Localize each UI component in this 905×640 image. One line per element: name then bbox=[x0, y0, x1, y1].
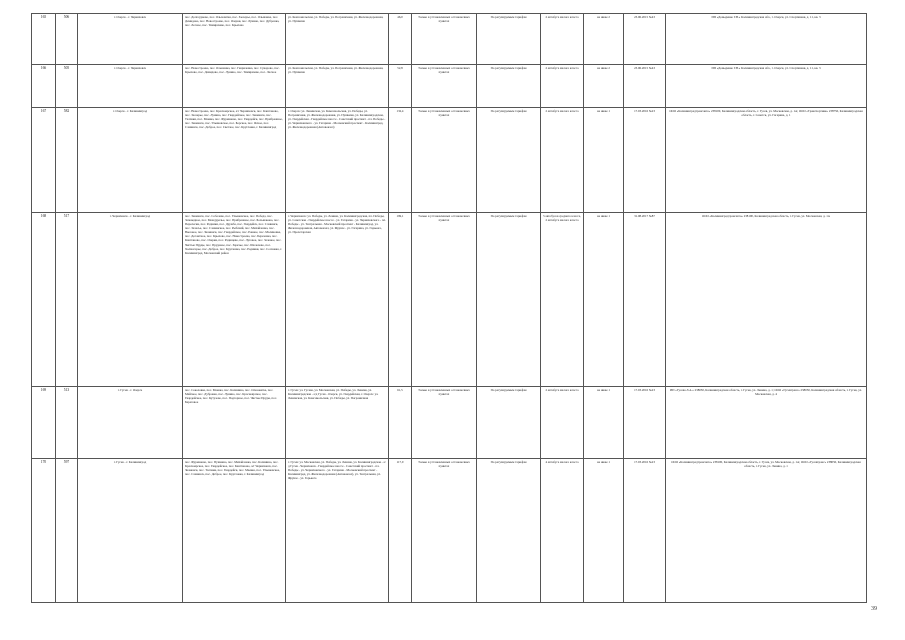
route-name: г. Гусев - г. Озерск bbox=[78, 387, 183, 459]
stopping-order: Только в установленных остановочных пунктах bbox=[412, 213, 477, 387]
route-length: 117,0 bbox=[389, 459, 412, 603]
route-length: 132,4 bbox=[389, 108, 412, 213]
vehicle-class: 4 автобуса малого класса bbox=[541, 459, 584, 603]
intermediate-stops: пос. Долгоруково, пос. Ольховатка, пос. Заозерье, пос. Ольшанка, пос. Демидово, пос. Новостроево, пос. Озерки, пос. Лунино, пос. Дубровка, пос. Лесное, пос. Тимирязево, пос. Крылово bbox=[183, 14, 286, 65]
intermediate-stops: пос. Новостроево, пос. Красноярское, а/г Черняховск, пос. Каштаново, пос. Заозерье, пос. Лунино, пос. Гвардейское, пос. Знаменск, пос. Талпаки, пос. Маевка, пос. Фурманово, пос. Гвардейск, пос. Прибрежное, пос. Знаменск, пос. Ульяновское, пос. Борское, пос. Ясное, пос. Славинск, пос. Доброе, пос. Светлое, пос. Кругловка, г. Калининград bbox=[183, 108, 286, 213]
route-streets: г. Гусев: ул. Московская, ул. Победы, ул. Ленина, ул. Калининградская - а/д Гусев - Черняховск - Гвардейское шоссе - Советский проспект - пл. Победы - ул. Черняховского - ул. Гагарина - Московский проспект - Калининград, ул. Железнодорожная (Автовокзал), ул. Театральная, ул. Фрунзе - ул. Горького bbox=[286, 459, 389, 603]
tariff-type: По регулируемым тарифам bbox=[477, 387, 541, 459]
route-length: 199,1 bbox=[389, 213, 412, 387]
route-name: г. Озерск - г. Черняховск bbox=[78, 65, 183, 108]
vehicle-class: 2 автобуса малого класса bbox=[541, 14, 584, 65]
stopping-order: Только в установленных остановочных пунктах bbox=[412, 14, 477, 65]
route-name: г. Черняховск - г. Калининград bbox=[78, 213, 183, 387]
route-streets: г. Озерск: ул. Ленинская, ул. Комсомольская, ул. Победы, ул. Пограничная, ул. Железнодорожная, ул. Пушкина, ул. Калининградская, ул. Гвардейская - Гвардейское шоссе - Советский проспект - пл. Победы - ул. Черняховского - ул. Гагарина - Московский проспект - Калининград, ул. Железнодорожная (Автовокзал) bbox=[286, 108, 389, 213]
stopping-order: Только в установленных остановочных пунктах bbox=[412, 65, 477, 108]
tariff-type: По регулируемым тарифам bbox=[477, 108, 541, 213]
carrier-info: ИП «Гусева Л.А.» 238050, Калининградская область, г. Гусев, ул. Ленина, д. 1; ООО «Гусевтранс» 238050, Калининградская область, г. Гусев, ул. Московская, д. 4 bbox=[666, 387, 867, 459]
start-date: 23.06.2015 №43 bbox=[624, 14, 666, 65]
start-date: 17.03.2016 №23 bbox=[624, 108, 666, 213]
registration-number: 506 bbox=[56, 14, 78, 65]
table-row bbox=[32, 459, 867, 603]
eco-class: не ниже 1 bbox=[584, 213, 624, 387]
registration-number: 505 bbox=[56, 65, 78, 108]
page-number: 39 bbox=[871, 606, 877, 612]
route-length: 52,8 bbox=[389, 65, 412, 108]
registration-number: 597 bbox=[56, 459, 78, 603]
vehicle-class: 2 автобуса малого класса bbox=[541, 387, 584, 459]
route-streets: г. Гусев: ул. Гусева, ул. Московская, ул. Победы, ул. Ленина, ул. Калининградская - а/д Гусев - Озерск, ул. Гвардейская, г. Озерск: ул. Ленинская, ул. Комсомольская, ул. Победы, ул. Пограничная bbox=[286, 387, 389, 459]
table-row bbox=[32, 108, 867, 213]
eco-class: не ниже 2 bbox=[584, 14, 624, 65]
carrier-info: ИП «Довыденко Г.В.» Калининградская обл., г. Озерск, ул. Спортивная, д. 11, кв. 3 bbox=[666, 65, 867, 108]
intermediate-stops: пос. Знаменск, пос. Соболево, пос. Ульяновское, пос. Победа, пос. Заповедное, пос. Междуречье, пос. Прибрежное, пос. Большаково, пос. Перелески, пос. Родники, пос. Дружба, пос. Гвардейск, пос. Славинск, пос. Залесье, пос. Славянское, пос. Рыбачий, пос. Михайловка, пос. Высокое, пос. Знаменск, пос. Гвардейское, пос. Ровное, пос. Малиновка, пос. Десантное, пос. Крылово, пос. Новостроево, пос. Березовка, пос. Каштаново, пос. Озерки, пос. Радищево, пос. Луговое, пос. Зеленое, пос. Чистые Пруды, пос. Прудовое, пос. Заречье, пос. Шолохово, пос. Холмогорье, пос. Доброе, пос. Кругловка, пос. Родники, пос. Сосновка, г. Калининград, Московский район bbox=[183, 213, 286, 387]
route-name: г. Озерск - г. Черняховск bbox=[78, 14, 183, 65]
route-streets: ул. Комсомольская, ул. Победы, ул. Пограничная, ул. Железнодорожная, ул. Пушкина bbox=[286, 65, 389, 108]
row-number: 169 bbox=[32, 387, 56, 459]
intermediate-stops: пос. Фурманово, пос. Пушкино, пос. Михайловка, пос. Калинино, пос. Красноярское, пос. Гвардейское, пос. Каштаново, а/г Черняховск, пос. Знаменск, пос. Талпаки, пос. Гвардейск, пос. Маевка, пос. Ульяновское, пос. Славинск, пос. Доброе, пос. Кругловка, г. Калининград bbox=[183, 459, 286, 603]
row-number: 166 bbox=[32, 65, 56, 108]
carrier-info: ИП «Довыденко Г.В.» Калининградская обл., г. Озерск, ул. Спортивная, д. 11, кв. 3 bbox=[666, 14, 867, 65]
start-date: 17.03.2016 №23 bbox=[624, 387, 666, 459]
route-name: г. Озерск - г. Калининград bbox=[78, 108, 183, 213]
table-row bbox=[32, 65, 867, 108]
carrier-info: ООО «Калининградтрансавто» 238100, Калининградская область, г. Гусев, ул. Московская, д. 1А; ООО «Гусевтранс» 238050, Калининградская область, г. Гусев, ул. Ленина, д. 1 bbox=[666, 459, 867, 603]
route-length: 46,0 bbox=[389, 14, 412, 65]
eco-class: не ниже 1 bbox=[584, 108, 624, 213]
carrier-info: ООО «Калининградтрансавто» 238100, Калининградская область, г. Гусев, ул. Московская, д. 1А bbox=[666, 213, 867, 387]
route-streets: г. Черняховск: ул. Победы, ул. Ленина, ул. Калининградская, пл. Победы, ул. Советская - Гвардейское шоссе - ул. Гагарина - ул. Черняховского - пл. Победы - ул. Театральная - Московский проспект - Калининград, ул. Железнодорожная, Автовокзал, ул. Фрунзе - ул. Гагарина, ул. Горького, ул. Пролетарская bbox=[286, 213, 389, 387]
vehicle-class: 2 автобуса малого класса bbox=[541, 65, 584, 108]
carrier-info: ООО «Калининградтрансавто» 238100, Калининградская область, г. Гусев, ул. Московская, д. 1А; ООО «Транспортник» 238750, Калининградская область, г. Советск, ул. Гагарина, д. 1 bbox=[666, 108, 867, 213]
tariff-type: По регулируемым тарифам bbox=[477, 459, 541, 603]
registration-number: 582 bbox=[56, 108, 78, 213]
intermediate-stops: пос. Новостроево, пос. Ольшанка, пос. Гавриловка, пос. Суворово, пос. Крылово, пос. Демидово, пос. Лунино, пос. Тимирязево, пос. Лесное bbox=[183, 65, 286, 108]
tariff-type: По регулируемым тарифам bbox=[477, 213, 541, 387]
start-date: 31.08.2017 №87 bbox=[624, 213, 666, 387]
eco-class: не ниже 2 bbox=[584, 65, 624, 108]
row-number: 170 bbox=[32, 459, 56, 603]
eco-class: не ниже 1 bbox=[584, 459, 624, 603]
start-date: 17.03.2016 №23 bbox=[624, 459, 666, 603]
route-name: г. Гусев - г. Калининград bbox=[78, 459, 183, 603]
table-row bbox=[32, 213, 867, 387]
registration-number: 517 bbox=[56, 213, 78, 387]
stopping-order: Только в установленных остановочных пунктах bbox=[412, 387, 477, 459]
vehicle-class: 5 автобусов среднего класса, 2 автобуса малого класса bbox=[541, 213, 584, 387]
routes-table bbox=[31, 13, 867, 603]
intermediate-stops: пос. Соколовка, пос. Маевка, пос. Калинино, пос. Ольховатка, пос. Майское, пос. Дубровка, пос. Лунино, пос. Красноярское, пос. Гвардейское, пос. Кутузово, пос. Подгорное, пос. Чистые Пруды, пос. Береговое bbox=[183, 387, 286, 459]
stopping-order: Только в установленных остановочных пунктах bbox=[412, 459, 477, 603]
eco-class: не ниже 1 bbox=[584, 387, 624, 459]
tariff-type: По регулируемым тарифам bbox=[477, 14, 541, 65]
start-date: 23.06.2015 №43 bbox=[624, 65, 666, 108]
row-number: 168 bbox=[32, 213, 56, 387]
route-streets: ул. Комсомольская, ул. Победы, ул. Пограничная, ул. Железнодорожная, ул. Пушкина bbox=[286, 14, 389, 65]
vehicle-class: 2 автобуса малого класса bbox=[541, 108, 584, 213]
table-row bbox=[32, 387, 867, 459]
table-row bbox=[32, 14, 867, 65]
route-length: 61,5 bbox=[389, 387, 412, 459]
row-number: 165 bbox=[32, 14, 56, 65]
registration-number: 513 bbox=[56, 387, 78, 459]
tariff-type: По регулируемым тарифам bbox=[477, 65, 541, 108]
row-number: 167 bbox=[32, 108, 56, 213]
stopping-order: Только в установленных остановочных пунктах bbox=[412, 108, 477, 213]
